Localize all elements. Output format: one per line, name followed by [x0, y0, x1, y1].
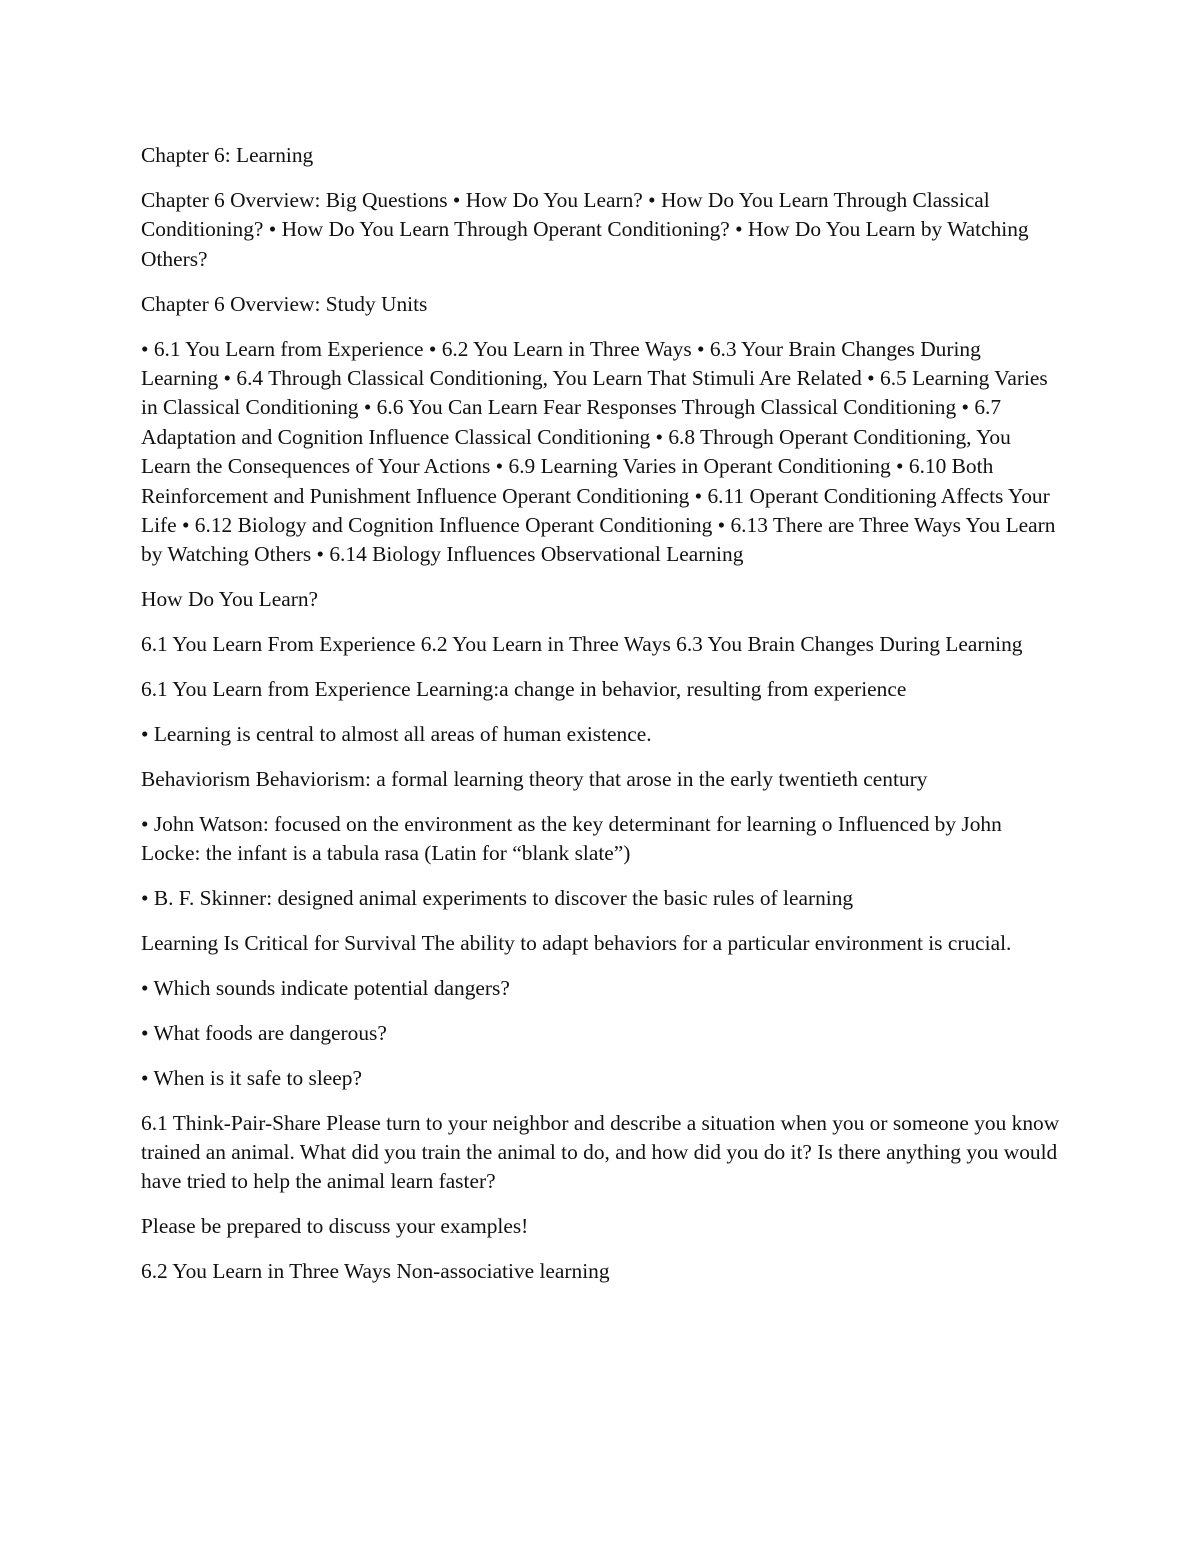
section-three-ways-heading: 6.2 You Learn in Three Ways Non-associative learning: [141, 1259, 610, 1284]
behaviorism-definition: Behaviorism Behaviorism: a formal learning theory that arose in the early twentieth century: [141, 766, 928, 791]
bullet-learning-central: • Learning is central to almost all areas of human existence.: [141, 722, 652, 746]
learning-critical-survival: Learning Is Critical for Survival The ability to adapt behaviors for a particular environment is crucial.: [141, 931, 1012, 956]
overview-study-units-heading: Chapter 6 Overview: Study Units: [141, 291, 428, 316]
bullet-bf-skinner: • B. F. Skinner: designed animal experiments to discover the basic rules of learning: [141, 886, 854, 911]
bullet-safe-to-sleep: • When is it safe to sleep?: [141, 1065, 362, 1090]
bullet-john-watson: • John Watson: focused on the environment as the key determinant for learning o Influenced by John Locke: the infant is a tabula rasa (Latin for “blank slate”): [141, 811, 1002, 866]
study-units-list: • 6.1 You Learn from Experience • 6.2 You Learn in Three Ways • 6.3 Your Brain Changes During Learning • 6.4 Through Classical Conditioning, You Learn That Stimuli Are Related • 6.5 Learning Varies in Classical Conditioning • 6.6 You Can Learn Fear Responses Through Classical Conditioning • 6.7 Adaptation and Cognition Influence Classical Conditioning • 6.8 Through Operant Conditioning, You Learn the Consequences of Your Actions • 6.9 Learning Varies in Operant Conditioning • 6.10 Both Reinforcement and Punishment Influence Operant Conditioning • 6.11 Operant Conditioning Affects Your Life • 6.12 Biology and Cognition Influence Operant Conditioning • 6.13 There are Three Ways You Learn by Watching Others • 6.14 Biology Influences Observational Learning: [141, 336, 1056, 567]
bullet-foods-dangerous: • What foods are dangerous?: [141, 1020, 387, 1045]
discuss-examples: Please be prepared to discuss your examples!: [141, 1214, 529, 1239]
chapter-title: Chapter 6: Learning: [141, 143, 314, 167]
learning-definition: 6.1 You Learn from Experience Learning:a change in behavior, resulting from experience: [141, 677, 907, 702]
section-units-summary: 6.1 You Learn From Experience 6.2 You Learn in Three Ways 6.3 You Brain Changes During Learning: [141, 632, 1023, 657]
overview-big-questions: Chapter 6 Overview: Big Questions • How Do You Learn? • How Do You Learn Through Classical Conditioning? • How Do You Learn Through Operant Conditioning? • How Do You Learn by Watching Others?: [141, 187, 1029, 271]
bullet-sounds-danger: • Which sounds indicate potential dangers?: [141, 975, 510, 1000]
think-pair-share: 6.1 Think-Pair-Share Please turn to your neighbor and describe a situation when you or someone you know trained an animal. What did you train the animal to do, and how did you do it? Is there anything you would have tried to help the animal learn faster?: [141, 1110, 1060, 1194]
section-heading-how-do-you-learn: How Do You Learn?: [141, 587, 319, 612]
